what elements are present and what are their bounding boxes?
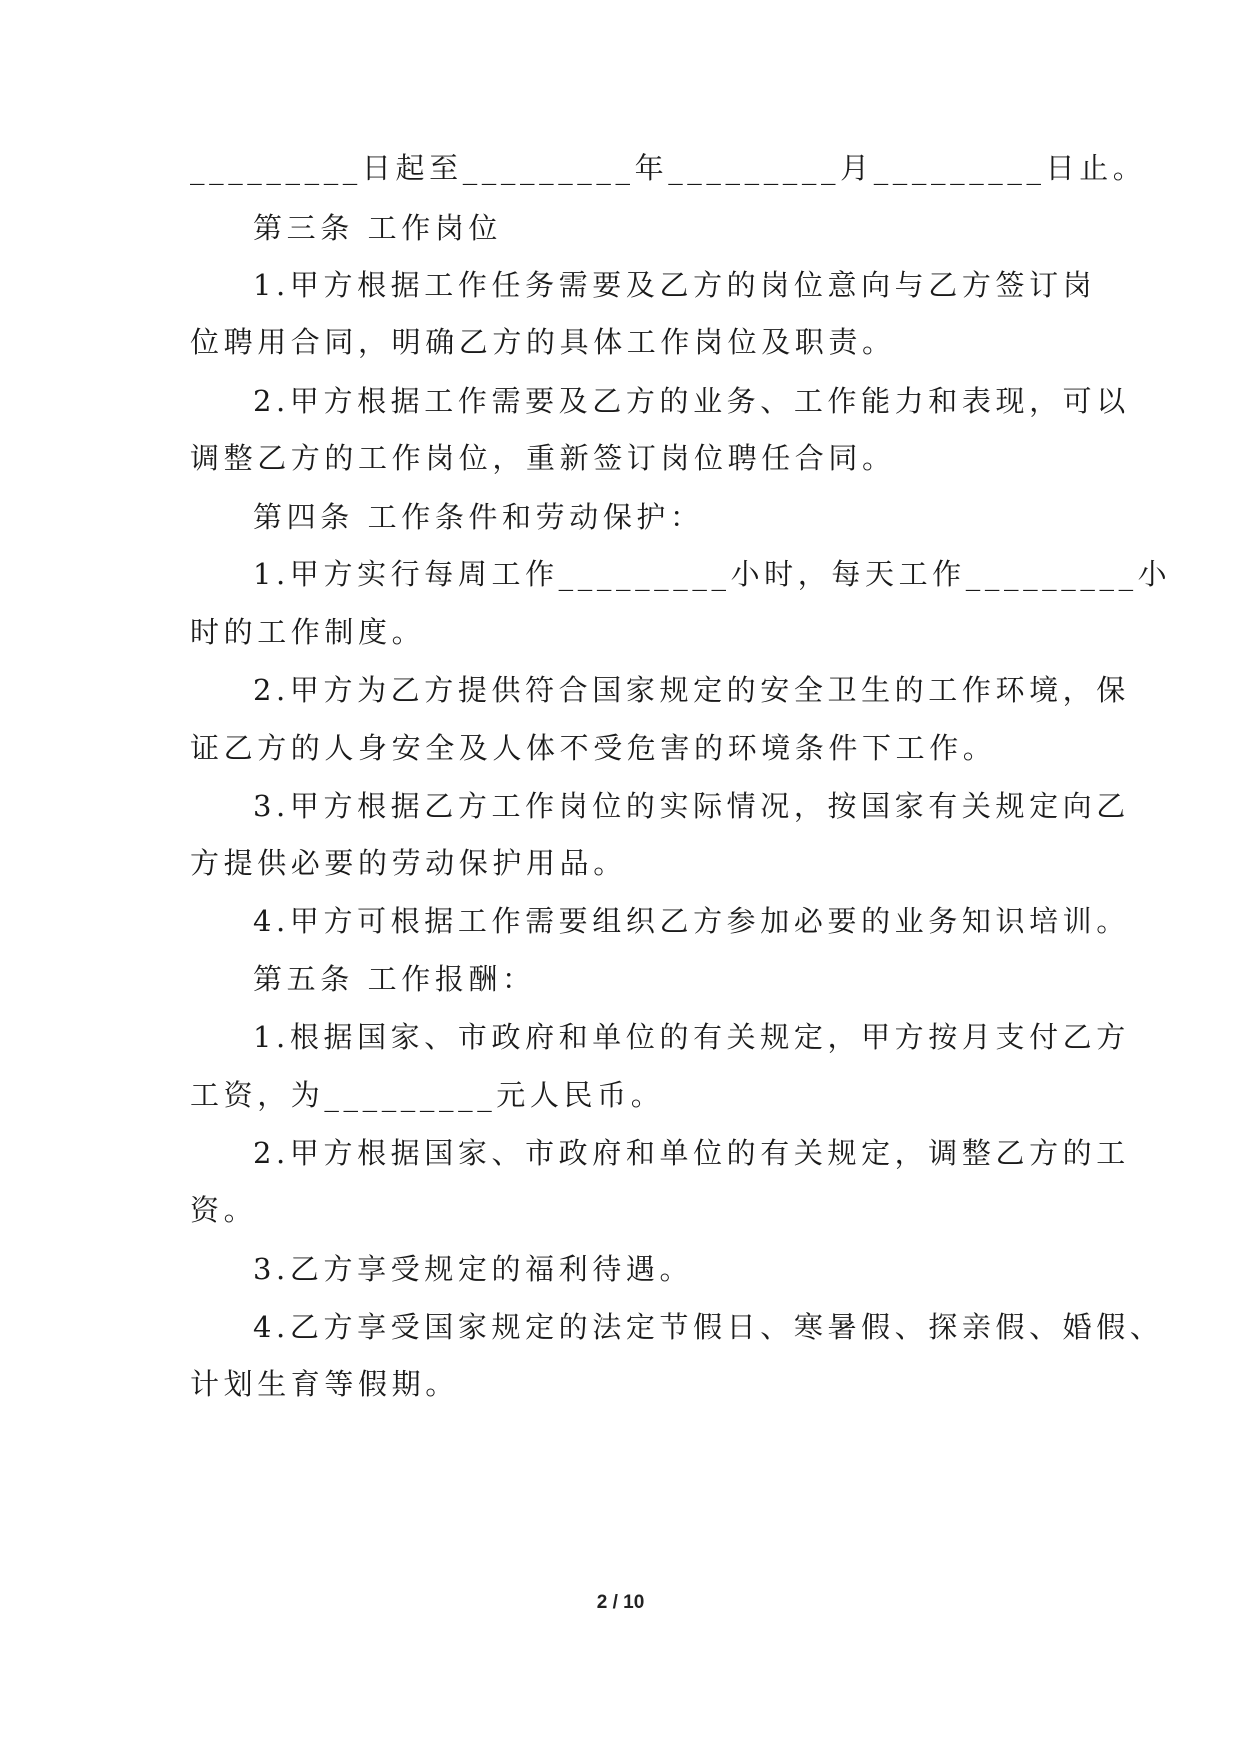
page-number: 2 / 10: [596, 1592, 645, 1613]
article-5-clause-1-line-1: 1.根据国家、市政府和单位的有关规定，甲方按月支付乙方: [253, 1020, 1130, 1054]
article-5-clause-4-line-1: 4.乙方享受国家规定的法定节假日、寒暑假、探亲假、婚假、: [253, 1310, 1164, 1344]
article-5-clause-2-line-2: 资。: [190, 1193, 258, 1227]
article-4-clause-3-line-2: 方提供必要的劳动保护用品。: [190, 846, 627, 880]
article-4-clause-1-line-1: 1.甲方实行每周工作_________小时，每天工作_________小: [253, 557, 1172, 591]
article-3-clause-1-line-1: 1.甲方根据工作任务需要及乙方的岗位意向与乙方签订岗: [253, 268, 1097, 302]
article-3-heading: 第三条 工作岗位: [253, 211, 503, 245]
text-line-date-range: _________日起至_________年_________月_________日止。: [190, 151, 1147, 185]
article-4-heading: 第四条 工作条件和劳动保护：: [253, 500, 704, 534]
article-4-clause-4: 4.甲方可根据工作需要组织乙方参加必要的业务知识培训。: [253, 904, 1130, 938]
article-4-clause-1-line-2: 时的工作制度。: [190, 615, 426, 649]
article-5-clause-2-line-1: 2.甲方根据国家、市政府和单位的有关规定，调整乙方的工: [253, 1136, 1130, 1170]
article-5-heading: 第五条 工作报酬：: [253, 962, 536, 996]
article-5-clause-1-line-2: 工资，为_________元人民币。: [190, 1078, 665, 1112]
article-3-clause-2-line-1: 2.甲方根据工作需要及乙方的业务、工作能力和表现，可以: [253, 384, 1130, 418]
article-3-clause-2-line-2: 调整乙方的工作岗位，重新签订岗位聘任合同。: [190, 441, 896, 475]
article-5-clause-4-line-2: 计划生育等假期。: [190, 1367, 459, 1401]
article-5-clause-3: 3.乙方享受规定的福利待遇。: [253, 1252, 694, 1286]
article-4-clause-2-line-1: 2.甲方为乙方提供符合国家规定的安全卫生的工作环境，保: [253, 673, 1130, 707]
article-3-clause-1-line-2: 位聘用合同，明确乙方的具体工作岗位及职责。: [190, 325, 896, 359]
article-4-clause-3-line-1: 3.甲方根据乙方工作岗位的实际情况，按国家有关规定向乙: [253, 789, 1130, 823]
article-4-clause-2-line-2: 证乙方的人身安全及人体不受危害的环境条件下工作。: [190, 731, 997, 765]
